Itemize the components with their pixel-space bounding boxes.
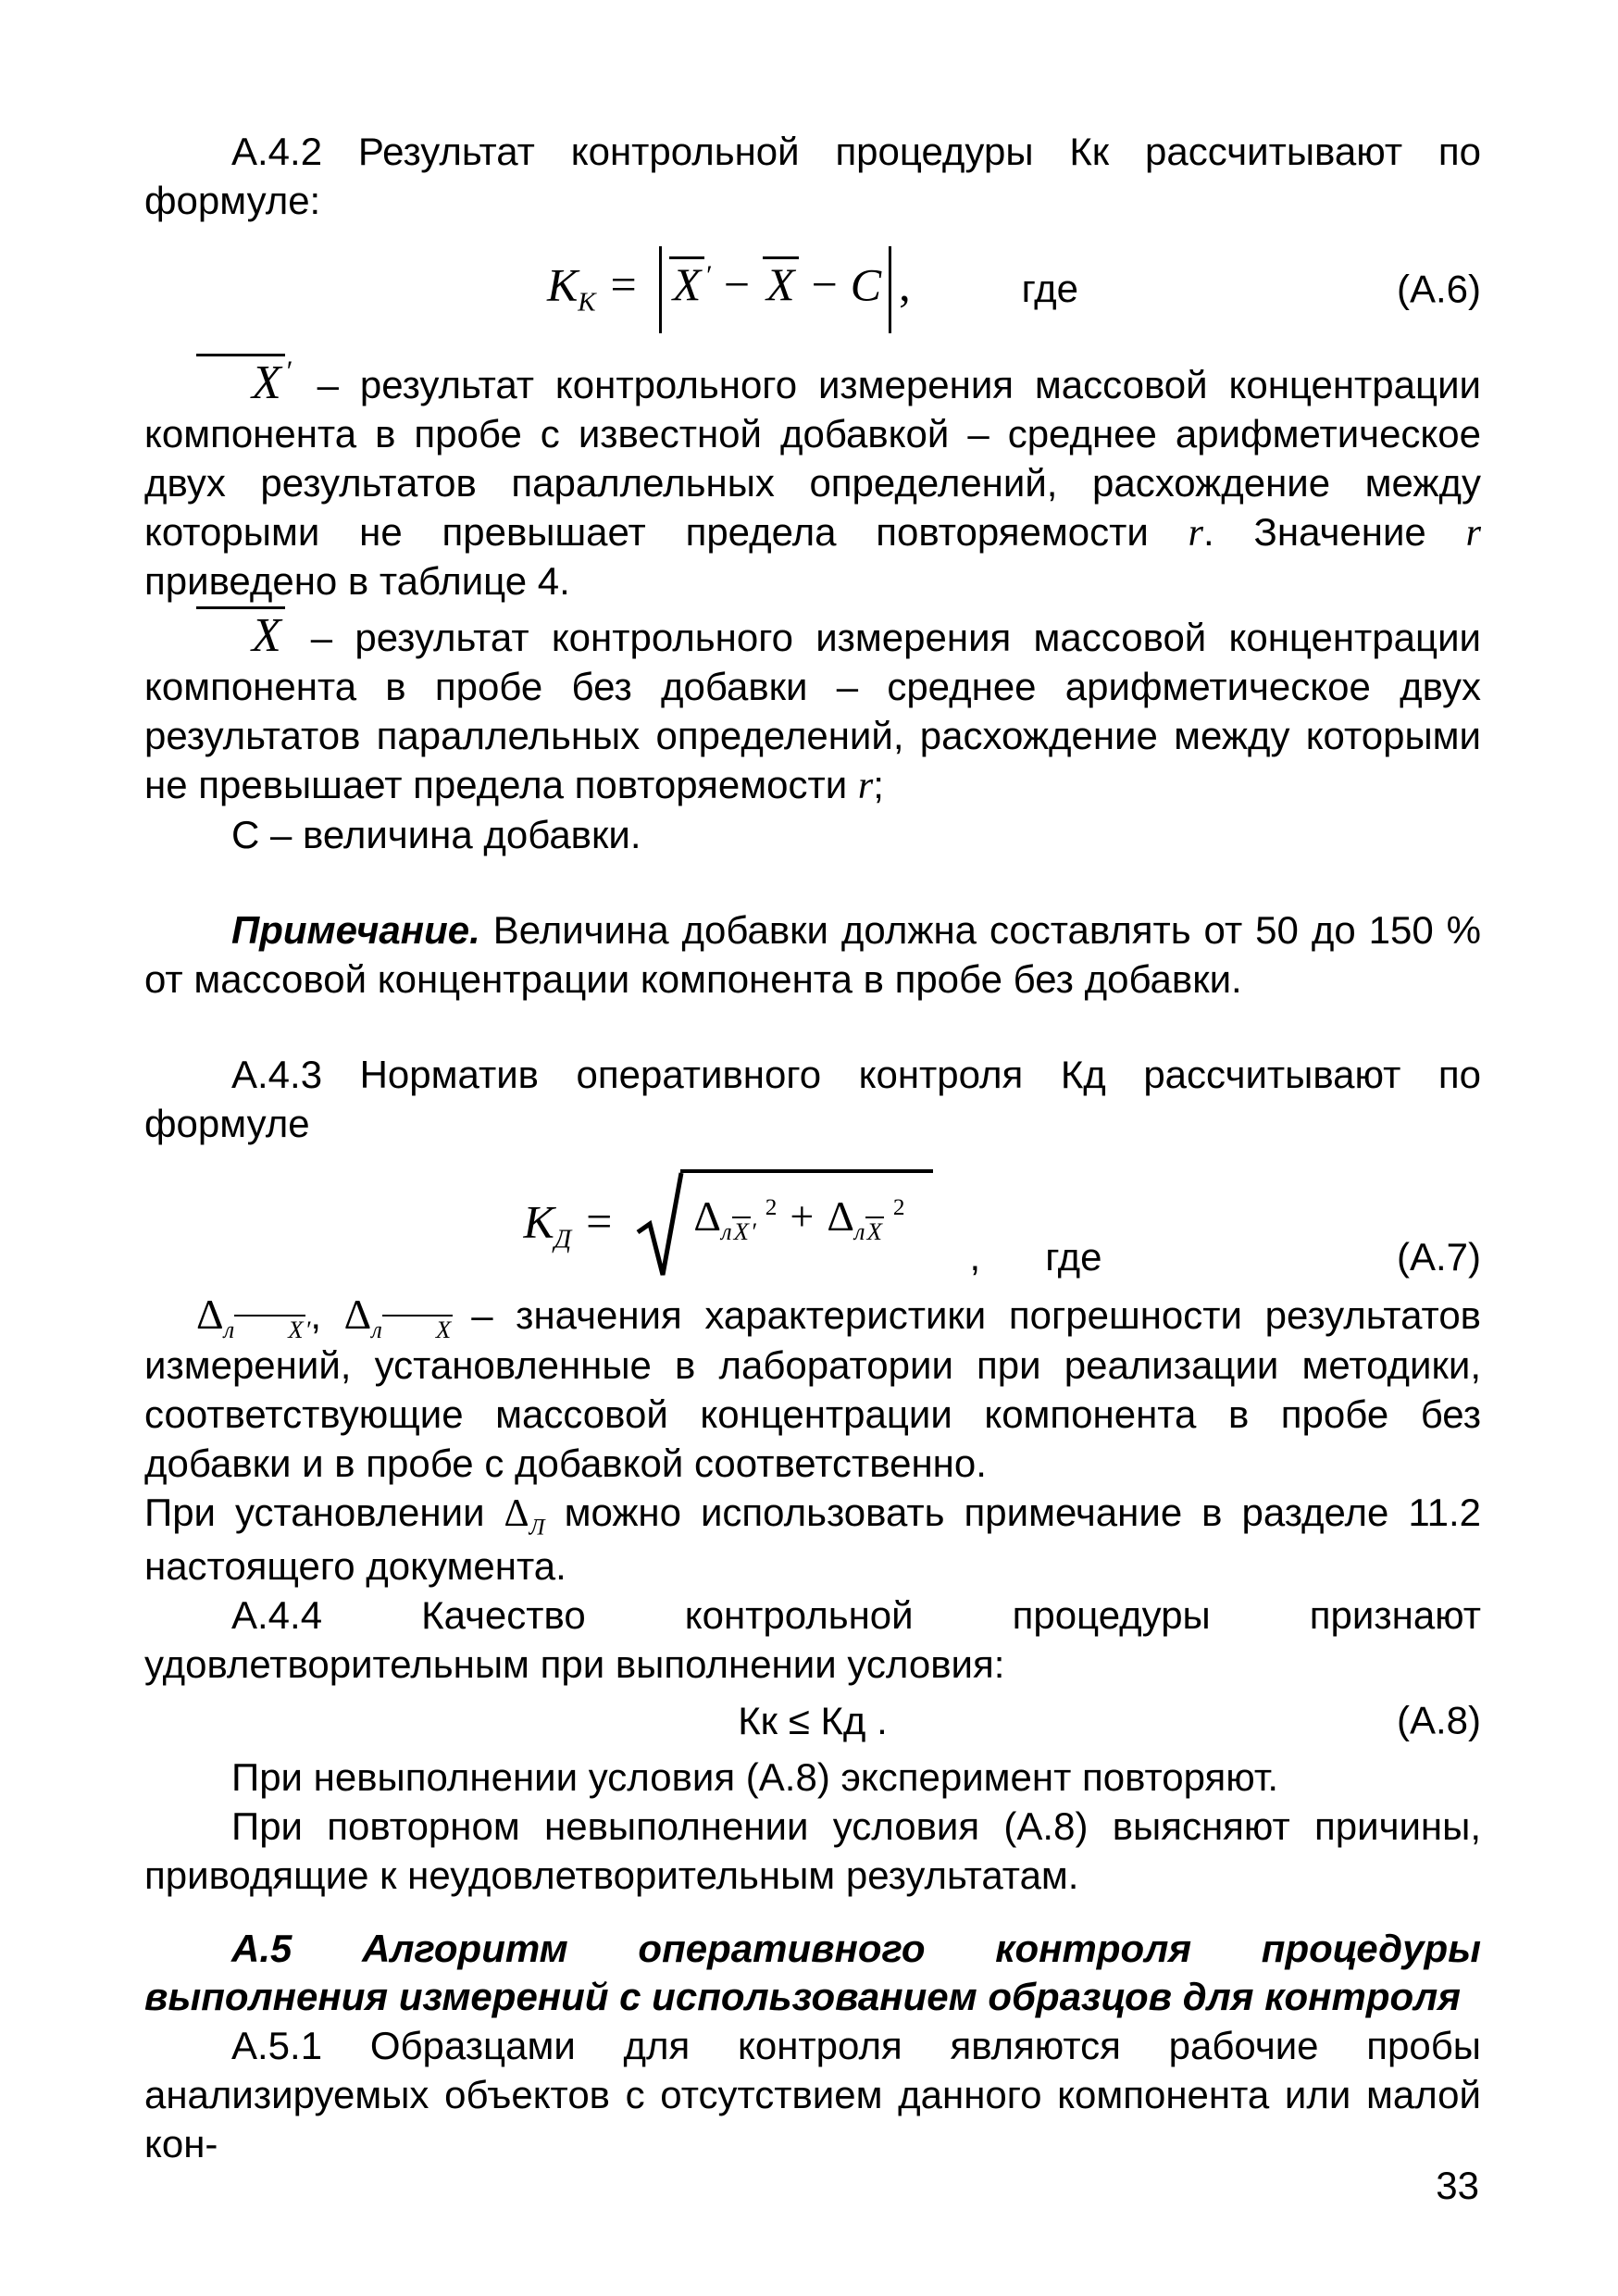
delta-l-x-symbol xyxy=(343,1290,454,1343)
where-word: где xyxy=(1045,1234,1102,1279)
delta-symbol: Δ xyxy=(693,1192,721,1240)
equals-sign: = xyxy=(610,258,637,311)
formula-a6-expression xyxy=(547,246,911,333)
comma: , xyxy=(310,1292,344,1337)
minus-sign: − xyxy=(811,258,838,311)
delta-subscript xyxy=(224,1316,311,1343)
formula-a6-c: C xyxy=(850,258,882,311)
text: можно использовать примечание в разделе 11.2 настоящего документа. xyxy=(144,1491,1481,1589)
x-bar-small: X xyxy=(866,1217,882,1245)
formula-a7-label: (А.7) xyxy=(1396,1234,1481,1279)
delta-subscript xyxy=(721,1217,756,1245)
subscript-l: л xyxy=(853,1217,865,1245)
delta-subscript xyxy=(854,1217,884,1245)
paragraph-delta-definition xyxy=(144,1292,1481,1490)
x-bar-small: X xyxy=(733,1217,749,1245)
definition-text: . Значение xyxy=(1203,509,1466,554)
formula-a8 xyxy=(144,1697,1481,1746)
definition-text: ; xyxy=(873,763,884,807)
exponent-2: 2 xyxy=(892,1194,905,1221)
formula-a7-k: К xyxy=(523,1194,554,1247)
subscript-l: л xyxy=(720,1217,732,1245)
comma: , xyxy=(969,1234,981,1279)
paragraph-a51: А.5.1 Образцами для контроля являются рабочие пробы анализируемых объектов с отсутствием данного компонента или малой кон- xyxy=(144,2024,1481,2166)
heading-a5-line2: выполнения измерений с использованием образцов для контроля xyxy=(144,1975,1462,2019)
delta-symbol: Δ xyxy=(343,1290,372,1338)
prime-mark: ′ xyxy=(284,355,292,388)
formula-a7-where xyxy=(970,1233,1102,1284)
delta-symbol: Δ xyxy=(827,1192,854,1240)
note-label: Примечание. xyxy=(231,907,480,952)
formula-a8-expression: Кк ≤ Кд . xyxy=(738,1698,888,1742)
paragraph-x-prime-definition xyxy=(144,354,1481,607)
definition-text: приведено в таблице 4. xyxy=(144,559,570,604)
paragraph-delta-l-note xyxy=(144,1489,1481,1591)
prime-mark: ′ xyxy=(704,259,711,291)
delta-subscript xyxy=(371,1316,453,1343)
x-bar: X xyxy=(763,256,799,307)
prime-mark: ′ xyxy=(305,1315,311,1343)
delta-symbol: Δ xyxy=(196,1290,224,1338)
x-bar: X xyxy=(196,354,285,406)
paragraph-retry: При невыполнении условия (А.8) эксперимент повторяют. xyxy=(231,1754,1279,1799)
minus-sign: − xyxy=(723,258,751,311)
x-bar: X xyxy=(669,256,705,307)
variable-r: r xyxy=(1465,511,1481,555)
abs-bar-right xyxy=(889,246,891,333)
x-bar-small: X xyxy=(382,1315,453,1342)
heading-a5 xyxy=(144,1925,1481,2023)
x-bar-small: X xyxy=(234,1315,305,1342)
prime-mark: ′ xyxy=(750,1217,756,1245)
page-content xyxy=(144,128,1481,2169)
text: При установлении xyxy=(144,1491,504,1535)
x-bar-symbol xyxy=(196,608,285,662)
comma: , xyxy=(899,258,911,311)
formula-a6-k-subscript: К xyxy=(578,287,596,318)
variable-r: r xyxy=(1188,511,1204,555)
paragraph-a42: А.4.2 Результат контрольной процедуры Кк рассчитывают по формуле: xyxy=(144,130,1481,222)
formula-a7 xyxy=(144,1169,1481,1284)
radical-sign-icon xyxy=(636,1169,686,1284)
exponent-2: 2 xyxy=(765,1194,778,1221)
definition-text: – результат контрольного измерения массовой концентрации компонента в пробе без добавки – среднее арифметическое двух результатов параллельных определений, расхождение между которыми не превышает предела повторяемости xyxy=(144,616,1481,807)
delta-subscript: Л xyxy=(529,1515,545,1541)
x-bar-prime-symbol xyxy=(196,356,292,409)
delta-symbol: Δ xyxy=(504,1492,529,1536)
paragraph-a43: А.4.3 Норматив оперативного контроля Кд рассчитывают по формуле xyxy=(144,1052,1481,1145)
equals-sign: = xyxy=(586,1194,613,1247)
formula-a6 xyxy=(144,246,1481,333)
paragraph-note xyxy=(144,906,1481,1004)
paragraph-x-definition xyxy=(144,606,1481,811)
paragraph-retry-repeat: При повторном невыполнении условия (А.8) выясняют причины, приводящие к неудовлетворительным результатам. xyxy=(144,1803,1481,1897)
radicand xyxy=(680,1169,932,1250)
formula-a6-label: (А.6) xyxy=(1396,267,1481,311)
formula-a6-where: где xyxy=(1021,267,1078,311)
page-number: 33 xyxy=(1436,2164,1479,2208)
definition-text: – значения характеристики погрешности результатов измерений, установленные в лаборатории при реализации методики, соответствующие массовой концентрации компонента в пробе без добавки и в пробе с добавкой соответственно. xyxy=(144,1292,1481,1486)
paragraph-c-definition: С – величина добавки. xyxy=(231,812,641,856)
formula-a7-expression xyxy=(523,1169,932,1284)
x-bar: X xyxy=(196,606,285,658)
plus-sign: + xyxy=(790,1192,815,1240)
subscript-l: л xyxy=(223,1315,235,1343)
square-root xyxy=(636,1169,932,1284)
heading-a5-line1: А.5 Алгоритм оперативного контроля процедуры xyxy=(231,1926,1481,1970)
formula-a8-label: (А.8) xyxy=(1396,1698,1481,1742)
delta-l-x-prime-symbol xyxy=(196,1290,311,1343)
subscript-l: л xyxy=(371,1315,382,1343)
note-text: Величина добавки должна составлять от 50 до 150 % от массовой концентрации компонента в пробе без добавки. xyxy=(144,907,1481,1001)
abs-bar-left xyxy=(659,246,662,333)
formula-a6-k: К xyxy=(547,258,579,311)
formula-a7-k-subscript: Д xyxy=(554,1223,572,1254)
definition-text: – результат контрольного измерения массовой концентрации компонента в пробе с известной добавкой – среднее арифметическое двух результатов параллельных определений, расхождение между которыми не превышает предела повторяемости xyxy=(144,362,1481,554)
paragraph-a44: А.4.4 Качество контрольной процедуры признают удовлетворительным при выполнении условия: xyxy=(144,1593,1481,1687)
variable-r: r xyxy=(857,765,874,808)
